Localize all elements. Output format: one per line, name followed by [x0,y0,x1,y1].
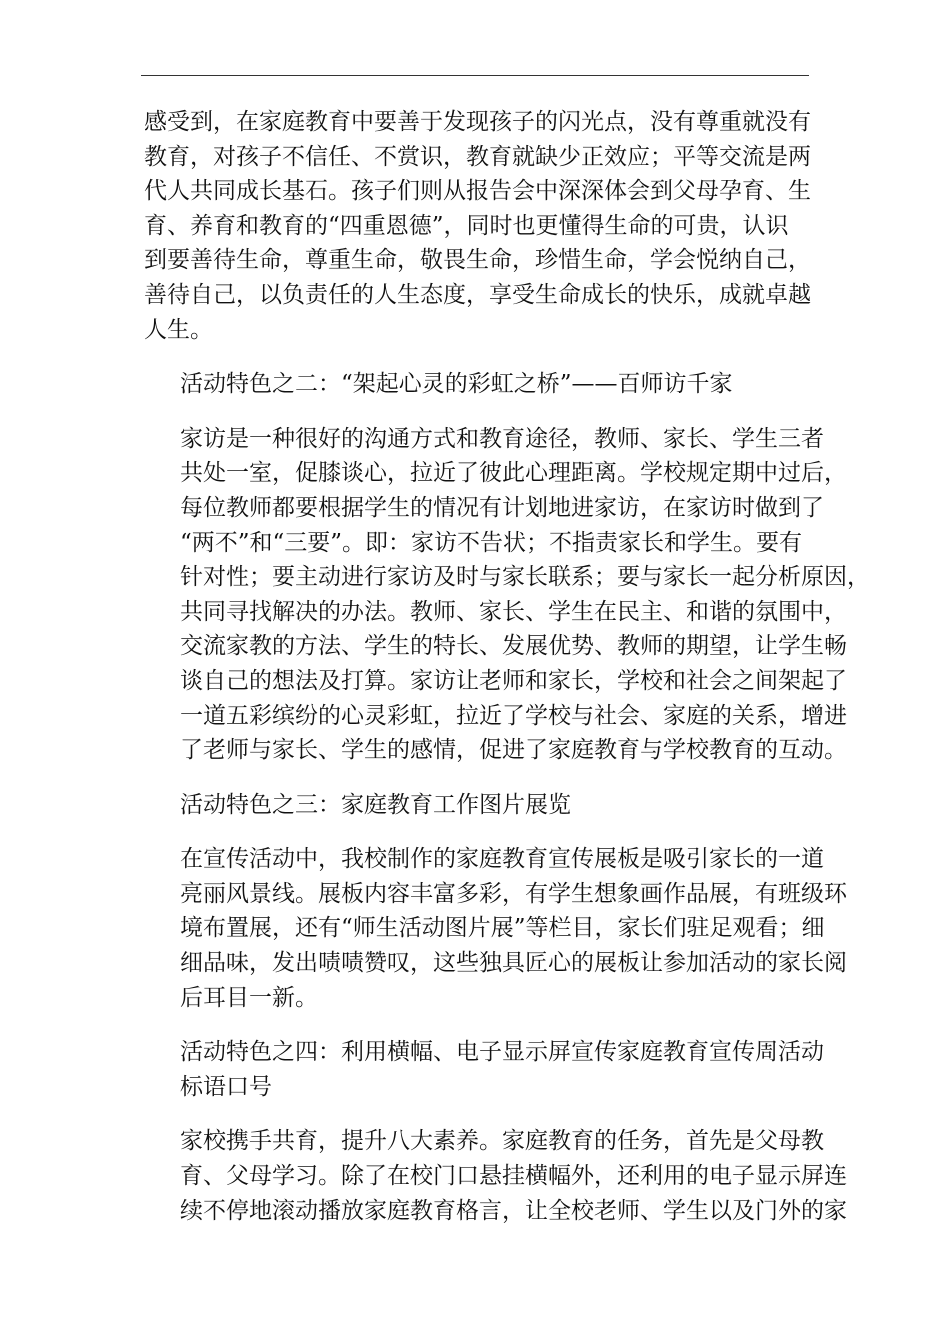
paragraph [144,105,814,347]
text-line: 善待自己，以负责任的人生态度，享受生命成长的快乐，成就卓越 [144,281,811,308]
text-line: 家访是一种很好的沟通方式和教育途径，教师、家长、学生三者 [180,425,824,452]
paragraph [144,422,870,768]
text-line: 亮丽风景线。展板内容丰富多彩，有学生想象画作品展，有班级环 [180,880,847,907]
text-line: 共同寻找解决的办法。教师、家长、学生在民主、和谐的氛围中， [180,598,847,625]
text-line: 育、父母学习。除了在校门口悬挂横幅外，还利用的电子显示屏连 [180,1163,847,1190]
text-line: 活动特色之四：利用横幅、电子显示屏宣传家庭教育宣传周活动 [180,1039,824,1066]
header-rule [141,75,809,76]
text-line: 在宣传活动中，我校制作的家庭教育宣传展板是吸引家长的一道 [180,846,824,873]
document-body [144,105,870,1228]
text-line: 一道五彩缤纷的心灵彩虹，拉近了学校与社会、家庭的关系，增进 [180,702,847,729]
text-line: 细品味，发出啧啧赞叹，这些独具匠心的展板让参加活动的家长阅 [180,950,847,977]
paragraph [144,1035,824,1104]
text-line: 针对性；要主动进行家访及时与家长联系；要与家长一起分析原因， [180,564,870,591]
text-line: 交流家教的方法、学生的特长、发展优势、教师的期望，让学生畅 [180,633,847,660]
text-line: 感受到，在家庭教育中要善于发现孩子的闪光点，没有尊重就没有 [144,109,811,135]
text-line: 代人共同成长基石。孩子们则从报告会中深深体会到父母孕育、生 [144,178,811,205]
text-line: 共处一室，促膝谈心，拉近了彼此心理距离。学校规定期中过后， [180,460,847,487]
text-line: 了老师与家长、学生的感情，促进了家庭教育与学校教育的互动。 [180,737,847,764]
text-line: 每位教师都要根据学生的情况有计划地进家访，在家访时做到了 [180,494,824,521]
text-line: 活动特色之二：“架起心灵的彩虹之桥”——百师访千家 [180,371,733,398]
text-line: 标语口号 [180,1073,272,1100]
text-line: 到要善待生命，尊重生命，敬畏生命，珍惜生命，学会悦纳自己， [144,247,811,274]
paragraph [144,842,847,1015]
text-line: 谈自己的想法及打算。家访让老师和家长，学校和社会之间架起了 [180,667,847,694]
text-line: “两不”和“三要”。即：家访不告状；不指责家长和学生。要有 [180,529,803,556]
text-line: 教育，对孩子不信任、不赏识，教育就缺少正效应；平等交流是两 [144,143,811,170]
text-line: 境布置展，还有“师生活动图片展”等栏目，家长们驻足观看；细 [180,915,825,942]
text-line: 续不停地滚动播放家庭教育格言，让全校老师、学生以及门外的家 [180,1197,847,1224]
text-line: 家校携手共育，提升八大素养。家庭教育的任务，首先是父母教 [180,1128,824,1155]
paragraph [144,1124,847,1228]
text-line: 后耳目一新。 [180,984,318,1011]
text-line: 育、养育和教育的“四重恩德”，同时也更懂得生命的可贵，认识 [144,212,789,239]
paragraph [144,367,814,402]
text-line: 人生。 [144,316,213,343]
text-line: 活动特色之三：家庭教育工作图片展览 [180,791,571,818]
paragraph [144,788,814,823]
